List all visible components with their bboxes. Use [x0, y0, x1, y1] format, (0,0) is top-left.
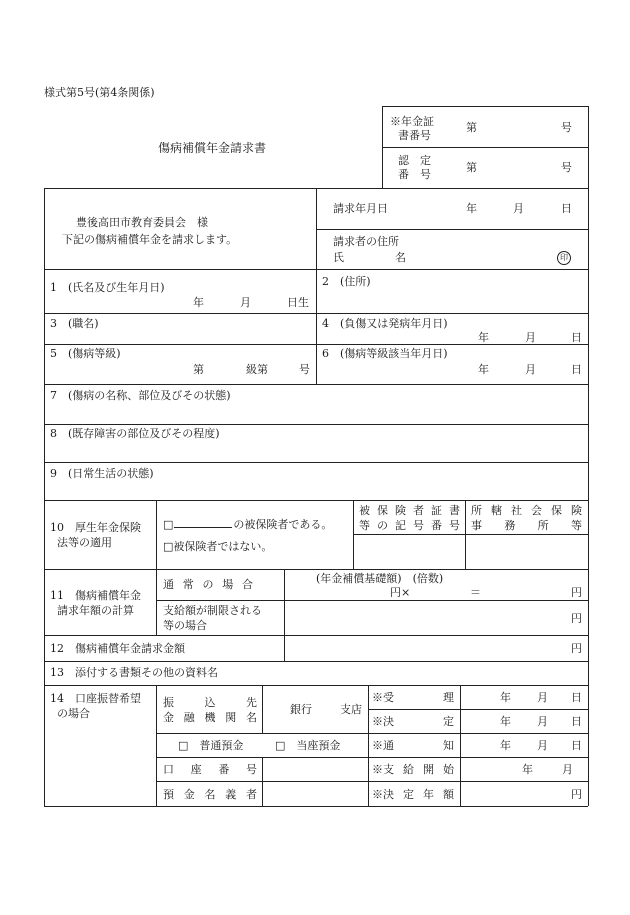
label-char: 証	[431, 504, 442, 517]
office-notified-day: 日	[571, 739, 582, 752]
label-char: ※受	[372, 691, 394, 704]
grid-line	[44, 462, 588, 463]
grid-line	[156, 733, 588, 734]
grid-line	[465, 500, 466, 569]
bank-destination-label	[163, 697, 257, 708]
grid-line	[156, 500, 157, 635]
label-char: 記	[395, 519, 406, 532]
office-decided-year: 年	[500, 715, 511, 728]
limited-case-label: 支給額が制限される	[163, 604, 262, 617]
label-char: 所	[471, 504, 482, 517]
section-10-label-2: 法等の適用	[57, 536, 112, 549]
grid-line	[44, 661, 588, 662]
label-char: 常	[182, 578, 194, 591]
grid-line	[368, 685, 369, 806]
office-notified-label	[372, 740, 454, 751]
label-char: 振	[163, 696, 174, 709]
limited-case-label-2: 等の場合	[163, 619, 207, 632]
label-char: 被	[359, 504, 370, 517]
office-payment-start-month: 月	[562, 763, 573, 776]
account-holder-label	[163, 789, 257, 800]
label-char: 事	[471, 519, 482, 532]
grid-line	[460, 685, 461, 806]
label-char: 定	[403, 788, 414, 801]
field-1-label: 1 (氏名及び生年月日)	[50, 281, 165, 294]
label-char: 関	[225, 711, 237, 724]
field-1-year: 年	[193, 296, 204, 309]
approval-no-suffix: 号	[561, 161, 572, 174]
label-char: 所	[537, 519, 549, 532]
bank-name-label	[163, 712, 257, 723]
grid-line	[44, 424, 588, 425]
seal-mark	[557, 251, 571, 265]
office-received-day: 日	[571, 691, 582, 704]
label-char: ※支	[372, 763, 394, 776]
request-sentence: 下記の傷病補償年金を請求します。	[62, 233, 238, 246]
label-char: 口	[163, 763, 174, 776]
label-char: 始	[443, 763, 454, 776]
grid-line	[44, 384, 588, 385]
label-char: 者	[246, 788, 257, 801]
label-char: 理	[443, 691, 454, 704]
label-char: 名	[204, 788, 216, 801]
grid-line	[156, 781, 588, 782]
field-6-day: 日	[571, 363, 582, 376]
label-char: 年	[423, 788, 434, 801]
grid-line	[353, 534, 588, 535]
field-5-label: 5 (傷病等級)	[50, 347, 121, 360]
office-payment-start-label	[372, 764, 454, 775]
office-decided-month: 月	[537, 715, 548, 728]
label-char: 給	[403, 763, 414, 776]
label-char: ※決	[372, 788, 394, 801]
office-decided-label	[372, 716, 454, 727]
insured-option-1[interactable]	[163, 518, 332, 530]
field-4-year: 年	[478, 331, 489, 344]
normal-case-label	[163, 579, 253, 590]
field-5-suffix: 号	[299, 363, 310, 376]
label-char: 額	[443, 788, 454, 801]
field-7-label: 7 (傷病の名称、部位及びその状態)	[50, 389, 231, 402]
field-5-mid: 級第	[246, 363, 268, 376]
field-6-year: 年	[478, 363, 489, 376]
grid-line	[353, 500, 354, 569]
insurance-type-blank[interactable]	[174, 518, 232, 528]
label-char: 番	[431, 519, 442, 532]
label-char: ※通	[372, 739, 394, 752]
section-11-label-2: 請求年額の計算	[57, 604, 134, 617]
section-12-label: 12 傷病補償年金請求金額	[50, 642, 185, 655]
cert-no-suffix: 号	[561, 121, 572, 134]
grid-line	[588, 188, 589, 806]
label-char: 険	[571, 504, 582, 517]
insured-option-2[interactable]: □被保険者ではない。	[163, 540, 273, 553]
claimant-address-label: 請求者の住所	[333, 235, 399, 248]
label-char: ※決	[372, 715, 394, 728]
label-char: 保	[551, 504, 562, 517]
field-9-label: 9 (日常生活の状態)	[50, 467, 154, 480]
request-date-month: 月	[513, 202, 524, 215]
label-char: 険	[395, 504, 406, 517]
checkbox-icon[interactable]: □	[163, 518, 174, 531]
field-1-day: 日生	[287, 296, 309, 309]
top-box-border-mid	[382, 147, 588, 148]
approval-no-label-2: 番 号	[398, 168, 431, 181]
normal-case-yen: 円	[571, 586, 582, 599]
section-14-label: 14 口座振替希望	[50, 692, 141, 705]
label-char: 号	[413, 519, 424, 532]
label-char: 機	[204, 711, 216, 724]
section-11-label: 11 傷病補償年金	[50, 589, 141, 602]
office-notified-year: 年	[500, 739, 511, 752]
insured-option-1-text: の被保険者である。	[233, 518, 333, 531]
label-char: 開	[423, 763, 434, 776]
form-title: 傷病補償年金請求書	[158, 141, 267, 155]
seal-mark-text: 印	[557, 251, 571, 265]
cert-no-prefix: 第	[466, 121, 477, 134]
label-char: 金	[183, 788, 195, 801]
field-1-month: 月	[240, 296, 251, 309]
form-number: 様式第5号(第4条関係)	[44, 86, 155, 99]
grid-line	[44, 806, 588, 807]
branch-suffix: 支店	[340, 703, 362, 716]
insured-number-label-2	[359, 520, 460, 531]
label-char: 名	[246, 711, 257, 724]
social-insurance-office-label	[471, 505, 582, 516]
office-payment-start-year: 年	[522, 763, 533, 776]
office-decided-amount-yen: 円	[571, 788, 582, 801]
grid-line	[156, 685, 157, 806]
request-date-label: 請求年月日	[333, 202, 388, 215]
label-char: 先	[246, 696, 257, 709]
label-char: 者	[413, 504, 424, 517]
label-char: 通	[163, 578, 174, 591]
label-char: 号	[449, 519, 460, 532]
label-char: の	[377, 519, 388, 532]
section-13-label: 13 添付する書類その他の資料名	[50, 666, 218, 679]
insured-number-label	[359, 505, 460, 516]
office-notified-month: 月	[537, 739, 548, 752]
approval-no-prefix: 第	[466, 161, 477, 174]
office-received-year: 年	[500, 691, 511, 704]
label-char: 書	[449, 504, 460, 517]
top-box-border-left	[382, 106, 383, 188]
label-char: 合	[242, 578, 253, 591]
office-received-month: 月	[537, 691, 548, 704]
label-char: 座	[190, 763, 202, 776]
label-char: 融	[183, 711, 195, 724]
ordinary-deposit-option[interactable]: □ 普通預金	[178, 739, 244, 752]
formula-yen-times: 円×	[390, 586, 411, 599]
label-char: 務	[504, 519, 516, 532]
label-char: 義	[225, 788, 237, 801]
field-4-day: 日	[571, 331, 582, 344]
calculation-basis: (年金補償基礎額) (倍数)	[316, 572, 444, 585]
label-char: 込	[204, 696, 216, 709]
section-10-label: 10 厚生年金保険	[50, 521, 141, 534]
label-char: 番	[218, 763, 230, 776]
grid-line	[156, 600, 588, 601]
label-char: 場	[222, 578, 234, 591]
label-char: 等	[570, 519, 582, 532]
grid-line	[262, 757, 263, 806]
field-6-month: 月	[525, 363, 536, 376]
label-char: 知	[443, 739, 454, 752]
bank-suffix: 銀行	[290, 703, 312, 716]
field-3-label: 3 (職名)	[50, 317, 99, 330]
approval-no-label: 認 定	[398, 154, 431, 167]
grid-line	[44, 188, 45, 806]
grid-line	[368, 709, 588, 710]
grid-line	[44, 500, 588, 501]
office-decided-amount-label	[372, 789, 454, 800]
label-char: 轄	[491, 504, 502, 517]
request-date-year: 年	[466, 202, 477, 215]
grid-line	[44, 685, 588, 686]
checking-deposit-option[interactable]: □ 当座預金	[275, 739, 341, 752]
grid-line	[316, 229, 588, 230]
top-box-border-top	[382, 106, 588, 107]
addressee: 豊後高田市教育委員会 様	[76, 216, 208, 229]
label-char: 金	[163, 711, 174, 724]
label-char: 預	[163, 788, 174, 801]
account-number-label	[163, 764, 257, 775]
social-insurance-office-label-2	[471, 520, 582, 531]
grid-line	[316, 188, 317, 384]
top-box-border-right	[588, 106, 589, 188]
formula-equals: ＝	[470, 586, 481, 599]
label-char: 会	[531, 504, 542, 517]
field-8-label: 8 (既存障害の部位及びその程度)	[50, 427, 220, 440]
label-char: の	[202, 578, 214, 591]
grid-line	[262, 685, 263, 733]
claimant-name-label: 氏	[333, 251, 344, 264]
label-char: 保	[377, 504, 388, 517]
claimant-name-label-2: 名	[395, 251, 406, 264]
grid-line	[44, 635, 588, 636]
grid-line	[156, 757, 588, 758]
section-14-label-2: の場合	[57, 707, 90, 720]
label-char: 定	[443, 715, 454, 728]
field-6-label: 6 (傷病等級該当年月日)	[322, 347, 448, 360]
field-4-month: 月	[525, 331, 536, 344]
office-decided-day: 日	[571, 715, 582, 728]
label-char: 社	[511, 504, 522, 517]
field-5-prefix: 第	[193, 363, 204, 376]
section-12-yen: 円	[571, 642, 582, 655]
field-4-label: 4 (負傷又は発病年月日)	[322, 317, 448, 330]
label-char: 号	[245, 763, 257, 776]
grid-line	[284, 569, 285, 661]
cert-no-label: ※年金証	[390, 115, 434, 128]
office-received-label	[372, 692, 454, 703]
cert-no-label-2: 書番号	[398, 129, 431, 142]
limited-case-yen: 円	[571, 612, 582, 625]
grid-line	[44, 569, 588, 570]
label-char: 等	[359, 519, 370, 532]
request-date-day: 日	[561, 202, 572, 215]
field-2-label: 2 (住所)	[322, 275, 371, 288]
